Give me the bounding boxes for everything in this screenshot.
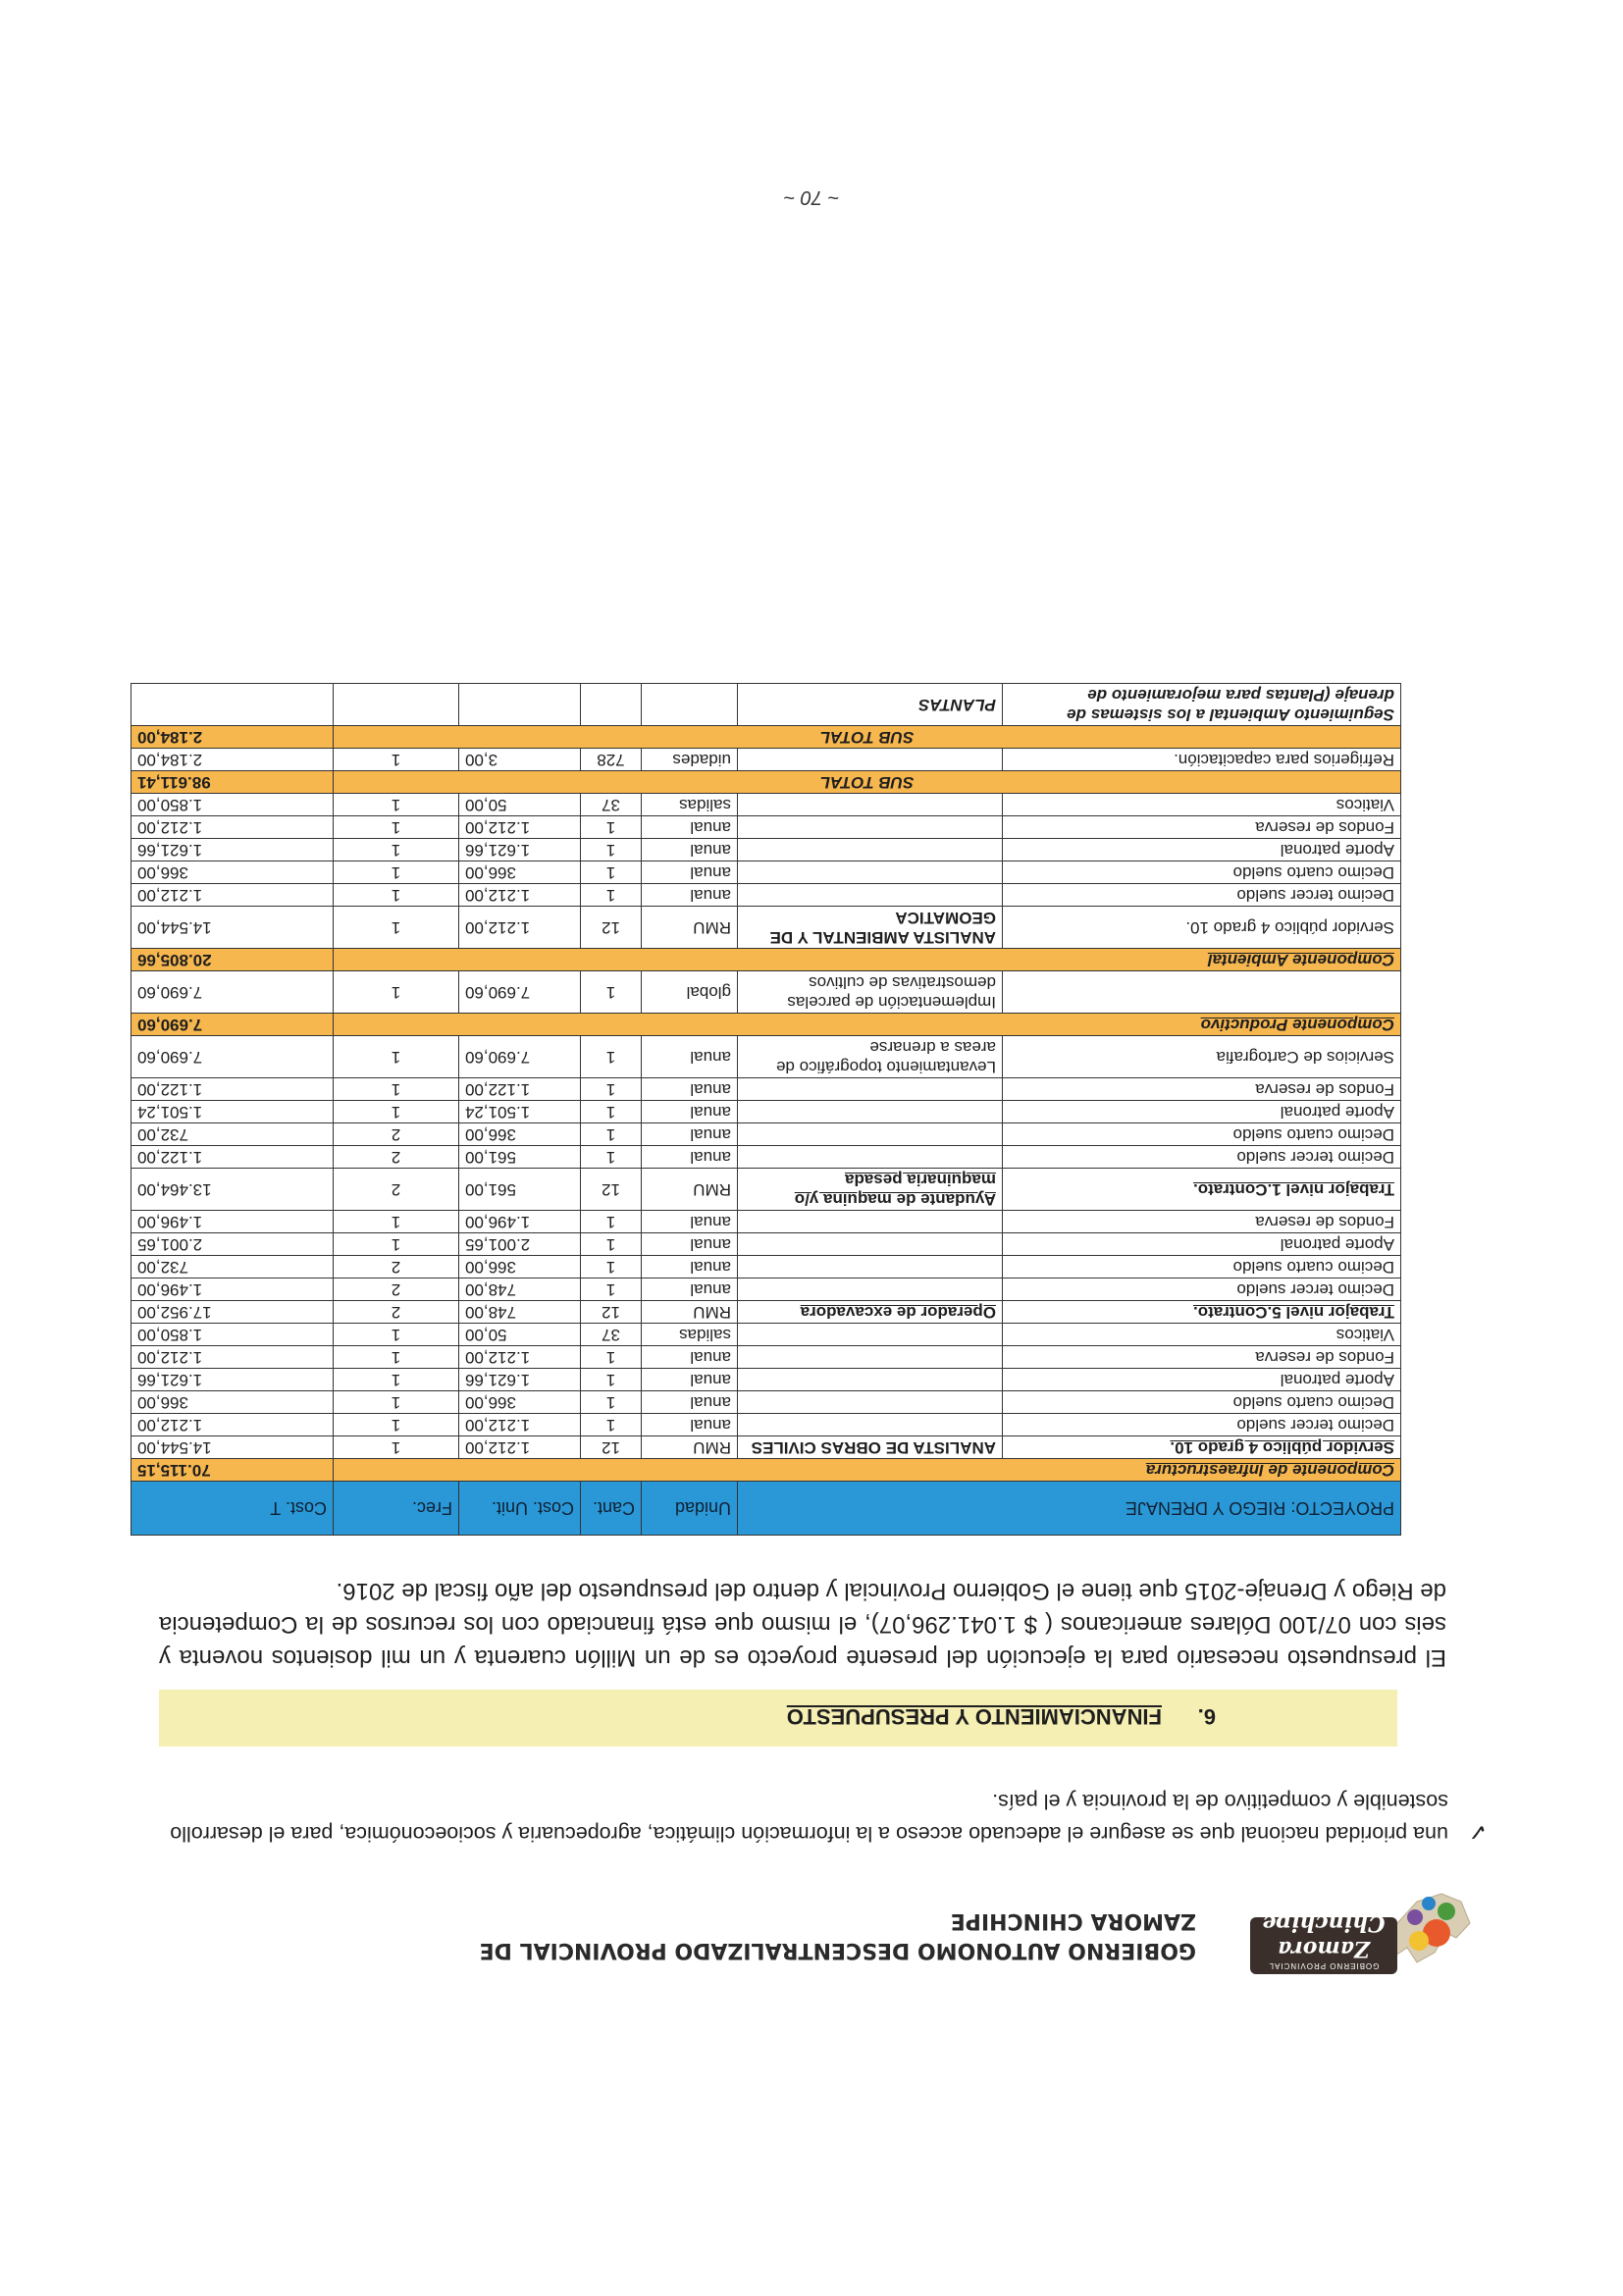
cell-unit: anual <box>641 1146 737 1169</box>
cell-freq: 1 <box>333 1101 458 1123</box>
table-row <box>131 1391 1400 1414</box>
cell-unit: anual <box>641 1369 737 1391</box>
cell-description: Decimo tercer sueldo <box>1003 1414 1401 1436</box>
cell-unit-cost: 366,00 <box>458 1123 580 1146</box>
cell-type <box>737 1233 1002 1256</box>
cell-freq: 1 <box>333 1233 458 1256</box>
cell-description: Viaticos <box>1003 1324 1401 1346</box>
cell-freq: 1 <box>333 1346 458 1369</box>
cell-description <box>1003 971 1401 1014</box>
cell-unit-cost <box>458 684 580 726</box>
cell-type <box>737 794 1002 816</box>
cell-freq: 2 <box>333 1278 458 1301</box>
header-total: Cost. T <box>131 1482 333 1536</box>
cell-freq: 1 <box>333 794 458 816</box>
cell-type <box>737 1211 1002 1233</box>
cell-qty: 1 <box>580 1146 641 1169</box>
cell-description: Decimo tercer sueldo <box>1003 1278 1401 1301</box>
table-row <box>131 1036 1400 1078</box>
cell-type <box>737 884 1002 907</box>
cell-qty: 12 <box>580 1436 641 1459</box>
cell-description: Servidor público 4 grado 10. <box>1003 907 1401 949</box>
cell-total: 1.212,00 <box>131 1346 333 1369</box>
cell-type <box>737 1278 1002 1301</box>
table-row <box>131 684 1400 726</box>
header-freq: Frec. <box>333 1482 458 1536</box>
cell-unit: anual <box>641 1078 737 1101</box>
cell-unit: anual <box>641 1123 737 1146</box>
table-row <box>131 1414 1400 1436</box>
cell-freq: 1 <box>333 1036 458 1078</box>
cell-type <box>737 1324 1002 1346</box>
checkmark-icon: ✓ <box>1467 1818 1488 1845</box>
header-unit-cost: Cost. Unit. <box>458 1482 580 1536</box>
table-row <box>131 1369 1400 1391</box>
cell-qty: 1 <box>580 1391 641 1414</box>
cell-description: Decimo tercer sueldo <box>1003 884 1401 907</box>
cell-unit-cost: 1.621,66 <box>458 1369 580 1391</box>
table-row <box>131 1123 1400 1146</box>
organization-title-line2: ZAMORA CHINCHIPE <box>950 1908 1196 1933</box>
budget-paragraph: El presupuesto necesario para la ejecución del presente proyecto es de un Millón cuarenta y un mil dosientos noventa y seis con 07/100 Dólares americanos ( $ 1.041.296,07), el mismo que está financiado con los recursos de la Competencia de Riego y Drenaje-2015 que tiene el Gobierno Provincial y dentro del presupuesto del año fiscal de 2016. <box>159 1578 1446 1671</box>
cell-type <box>737 1369 1002 1391</box>
cell-type: Ayudante de maquina y/o maquinaria pesada <box>737 1169 1002 1211</box>
cell-unit-cost: 1.501,24 <box>458 1101 580 1123</box>
cell-type <box>737 1391 1002 1414</box>
cell-unit-cost: 748,00 <box>458 1301 580 1324</box>
section-name: Componente Ambiental <box>333 949 1400 971</box>
cell-unit-cost: 7.690,60 <box>458 1036 580 1078</box>
cell-type <box>737 749 1002 771</box>
cell-description: Fondos de reserva <box>1003 1211 1401 1233</box>
cell-qty: 1 <box>580 1346 641 1369</box>
budget-table <box>131 683 1401 1536</box>
cell-total: 14.544,00 <box>131 907 333 949</box>
cell-qty: 1 <box>580 1036 641 1078</box>
cell-unit: anual <box>641 816 737 839</box>
page-number: ~ 70 ~ <box>783 186 840 208</box>
header-qty: Cant. <box>580 1482 641 1536</box>
cell-qty: 1 <box>580 816 641 839</box>
organization-title <box>293 1905 1196 1964</box>
cell-freq: 1 <box>333 971 458 1014</box>
cell-unit: global <box>641 971 737 1014</box>
cell-qty: 1 <box>580 1123 641 1146</box>
cell-unit: anual <box>641 1391 737 1414</box>
cell-type: Implementación de parcelas demostrativas de cultivos <box>737 971 1002 1014</box>
cell-freq: 1 <box>333 1391 458 1414</box>
cell-unit: anual <box>641 1256 737 1278</box>
cell-unit-cost: 1.621,66 <box>458 839 580 861</box>
table-row <box>131 884 1400 907</box>
cell-qty: 12 <box>580 907 641 949</box>
cell-type <box>737 1256 1002 1278</box>
bullet-text: una prioridad nacional que se asegure el adecuado acceso a la información climática, agropecuaria y socioeconómica, para el desarrollo sostenible y competitivo de la provincia y el país. <box>170 1790 1448 1846</box>
cell-total: 732,00 <box>131 1123 333 1146</box>
cell-type <box>737 1123 1002 1146</box>
section-total: 70.115,15 <box>131 1459 333 1482</box>
section-row <box>131 1459 1400 1482</box>
cell-qty: 728 <box>580 749 641 771</box>
table-row <box>131 749 1400 771</box>
subtotal-label: SUB TOTAL <box>333 726 1400 749</box>
cell-total: 1.621,66 <box>131 1369 333 1391</box>
logo-small-text: GOBIERNO PROVINCIAL <box>1268 1961 1380 1970</box>
table-row <box>131 861 1400 884</box>
cell-qty: 1 <box>580 884 641 907</box>
cell-description: Trabajor nivel 1.Contrato. <box>1003 1169 1401 1211</box>
cell-type <box>737 1346 1002 1369</box>
cell-unit-cost: 366,00 <box>458 1391 580 1414</box>
cell-total: 7.690,60 <box>131 1036 333 1078</box>
cell-description: Aporte patronal <box>1003 1233 1401 1256</box>
cell-description: Decimo cuarto sueldo <box>1003 1391 1401 1414</box>
section-total: 20.805,66 <box>131 949 333 971</box>
cell-total <box>131 684 333 726</box>
cell-unit: uidades <box>641 749 737 771</box>
cell-unit-cost: 1.212,00 <box>458 1414 580 1436</box>
cell-description: Viaticos <box>1003 794 1401 816</box>
cell-unit-cost: 2.001,65 <box>458 1233 580 1256</box>
cell-description: Seguimiento Ambiental a los sistemas de drenaje (Plantas para mejoramiento de <box>1003 684 1401 726</box>
cell-total: 1.621,66 <box>131 839 333 861</box>
cell-unit-cost: 1.122,00 <box>458 1078 580 1101</box>
cell-unit: anual <box>641 1101 737 1123</box>
section-title: FINANCIAMIENTO Y PRESUPUESTO <box>786 1704 1162 1729</box>
cell-qty: 12 <box>580 1169 641 1211</box>
table-row <box>131 1436 1400 1459</box>
cell-unit-cost: 1.496,00 <box>458 1211 580 1233</box>
cell-description: Decimo cuarto sueldo <box>1003 1123 1401 1146</box>
cell-total: 1.496,00 <box>131 1278 333 1301</box>
table-row <box>131 839 1400 861</box>
cell-total: 1.212,00 <box>131 816 333 839</box>
cell-unit-cost: 748,00 <box>458 1278 580 1301</box>
table-row <box>131 1169 1400 1211</box>
cell-freq: 1 <box>333 907 458 949</box>
table-row <box>131 816 1400 839</box>
cell-type <box>737 1414 1002 1436</box>
cell-freq: 1 <box>333 1324 458 1346</box>
cell-freq: 1 <box>333 1369 458 1391</box>
table-row <box>131 1211 1400 1233</box>
cell-qty: 1 <box>580 1369 641 1391</box>
cell-total: 13.464,00 <box>131 1169 333 1211</box>
cell-qty: 1 <box>580 1278 641 1301</box>
cell-type <box>737 861 1002 884</box>
cell-description: Fondos de reserva <box>1003 1078 1401 1101</box>
cell-description: Servidor público 4 grado 10. <box>1003 1436 1401 1459</box>
cell-total: 1.212,00 <box>131 884 333 907</box>
subtotal-row <box>131 771 1400 794</box>
cell-description: Decimo tercer sueldo <box>1003 1146 1401 1169</box>
cell-freq: 1 <box>333 1211 458 1233</box>
cell-unit-cost: 50,00 <box>458 794 580 816</box>
cell-qty: 1 <box>580 1211 641 1233</box>
cell-freq: 1 <box>333 816 458 839</box>
cell-type <box>737 1101 1002 1123</box>
cell-unit-cost: 1.212,00 <box>458 907 580 949</box>
cell-qty: 1 <box>580 971 641 1014</box>
cell-freq: 2 <box>333 1146 458 1169</box>
cell-type: PLANTAS <box>737 684 1002 726</box>
cell-unit: anual <box>641 884 737 907</box>
cell-description: Aporte patronal <box>1003 1101 1401 1123</box>
cell-description: Servicios de Cartografia <box>1003 1036 1401 1078</box>
cell-qty: 12 <box>580 1301 641 1324</box>
cell-description: Trabajor nivel 5.Contrato. <box>1003 1301 1401 1324</box>
table-row <box>131 907 1400 949</box>
cell-type <box>737 1146 1002 1169</box>
cell-unit-cost: 3,00 <box>458 749 580 771</box>
cell-type <box>737 816 1002 839</box>
bullet-paragraph <box>163 1785 1488 1850</box>
cell-type: Operador de excavadora <box>737 1301 1002 1324</box>
cell-type: Levantamiento topográfico de areas a drenarse <box>737 1036 1002 1078</box>
cell-unit-cost: 1.212,00 <box>458 816 580 839</box>
table-row <box>131 1324 1400 1346</box>
cell-qty: 1 <box>580 861 641 884</box>
cell-type <box>737 1078 1002 1101</box>
cell-freq: 1 <box>333 861 458 884</box>
cell-qty: 1 <box>580 839 641 861</box>
cell-type: ANALISTA DE OBRAS CIVILES <box>737 1436 1002 1459</box>
section-number: 6. <box>1197 1704 1216 1729</box>
cell-unit: anual <box>641 1278 737 1301</box>
section-row <box>131 949 1400 971</box>
table-row <box>131 1256 1400 1278</box>
cell-total: 1.850,00 <box>131 794 333 816</box>
cell-description: Fondos de reserva <box>1003 816 1401 839</box>
cell-unit-cost: 50,00 <box>458 1324 580 1346</box>
section-row <box>131 1014 1400 1036</box>
cell-total: 7.690,60 <box>131 971 333 1014</box>
cell-freq <box>333 684 458 726</box>
section-name: Componente Productivo <box>333 1014 1400 1036</box>
cell-qty: 1 <box>580 1414 641 1436</box>
cell-total: 1.212,00 <box>131 1414 333 1436</box>
cell-unit-cost: 1.212,00 <box>458 1436 580 1459</box>
cell-total: 17.952,00 <box>131 1301 333 1324</box>
table-header-row <box>131 1482 1400 1536</box>
table-row <box>131 971 1400 1014</box>
cell-type: ANALISTA AMBIENTAL Y DE GEOMATICA <box>737 907 1002 949</box>
cell-total: 366,00 <box>131 1391 333 1414</box>
section-total: 7.690,60 <box>131 1014 333 1036</box>
cell-freq: 1 <box>333 839 458 861</box>
cell-qty: 1 <box>580 1256 641 1278</box>
cell-total: 732,00 <box>131 1256 333 1278</box>
cell-unit-cost: 366,00 <box>458 1256 580 1278</box>
cell-description: Fondos de reserva <box>1003 1346 1401 1369</box>
cell-total: 1.496,00 <box>131 1211 333 1233</box>
cell-unit-cost: 366,00 <box>458 861 580 884</box>
cell-unit: anual <box>641 839 737 861</box>
cell-freq: 2 <box>333 1123 458 1146</box>
cell-unit: anual <box>641 1414 737 1436</box>
organization-title-line1: GOBIERNO AUTONOMO DESCENTRALIZADO PROVINCIAL DE <box>479 1938 1196 1962</box>
cell-type <box>737 839 1002 861</box>
cell-qty <box>580 684 641 726</box>
cell-description: Decimo cuarto sueldo <box>1003 1256 1401 1278</box>
cell-freq: 1 <box>333 884 458 907</box>
cell-unit: RMU <box>641 1436 737 1459</box>
cell-freq: 1 <box>333 1436 458 1459</box>
header-unit: Unidad <box>641 1482 737 1536</box>
cell-unit-cost: 1.212,00 <box>458 1346 580 1369</box>
section-name: Componente de Infraestructura <box>333 1459 1400 1482</box>
cell-total: 366,00 <box>131 861 333 884</box>
cell-total: 14.544,00 <box>131 1436 333 1459</box>
cell-unit: anual <box>641 861 737 884</box>
table-body <box>131 684 1400 1482</box>
subtotal-value: 98.611,41 <box>131 771 333 794</box>
subtotal-value: 2.184,00 <box>131 726 333 749</box>
cell-unit: salidas <box>641 1324 737 1346</box>
cell-description: Aporte patronal <box>1003 839 1401 861</box>
cell-qty: 37 <box>580 1324 641 1346</box>
provincial-logo-wordmark <box>1250 1910 1397 1974</box>
cell-total: 1.122,00 <box>131 1146 333 1169</box>
cell-qty: 1 <box>580 1101 641 1123</box>
page-header <box>161 1874 1476 1992</box>
cell-unit: salidas <box>641 794 737 816</box>
subtotal-row <box>131 726 1400 749</box>
cell-unit-cost: 561,00 <box>458 1146 580 1169</box>
cell-freq: 1 <box>333 1414 458 1436</box>
table-row <box>131 1278 1400 1301</box>
cell-freq: 1 <box>333 1078 458 1101</box>
cell-total: 1.501,24 <box>131 1101 333 1123</box>
table-row <box>131 1233 1400 1256</box>
cell-freq: 1 <box>333 749 458 771</box>
table-row <box>131 1346 1400 1369</box>
cell-unit-cost: 7.690,60 <box>458 971 580 1014</box>
cell-qty: 1 <box>580 1078 641 1101</box>
cell-description: Decimo cuarto sueldo <box>1003 861 1401 884</box>
table-row <box>131 1078 1400 1101</box>
header-project: PROYECTO: RIEGO Y DRENAJE <box>737 1482 1400 1536</box>
cell-qty: 1 <box>580 1233 641 1256</box>
cell-total: 2.184,00 <box>131 749 333 771</box>
section-heading <box>159 1690 1397 1747</box>
cell-unit-cost: 1.212,00 <box>458 884 580 907</box>
cell-unit: RMU <box>641 1169 737 1211</box>
cell-unit: RMU <box>641 907 737 949</box>
cell-unit: anual <box>641 1346 737 1369</box>
cell-freq: 2 <box>333 1256 458 1278</box>
cell-total: 2.001,65 <box>131 1233 333 1256</box>
table-row <box>131 1301 1400 1324</box>
cell-unit: RMU <box>641 1301 737 1324</box>
cell-description: Aporte patronal <box>1003 1369 1401 1391</box>
cell-total: 1.850,00 <box>131 1324 333 1346</box>
cell-freq: 2 <box>333 1169 458 1211</box>
cell-unit: anual <box>641 1233 737 1256</box>
cell-unit-cost: 561,00 <box>458 1169 580 1211</box>
subtotal-label: SUB TOTAL <box>333 771 1400 794</box>
cell-unit: anual <box>641 1211 737 1233</box>
cell-unit <box>641 684 737 726</box>
cell-unit: anual <box>641 1036 737 1078</box>
cell-total: 1.122,00 <box>131 1078 333 1101</box>
cell-description: Refrigerios para capacitación. <box>1003 749 1401 771</box>
cell-qty: 37 <box>580 794 641 816</box>
logo-main-text: Zamora Chinchipe <box>1262 1910 1386 1961</box>
table-row <box>131 794 1400 816</box>
table-row <box>131 1101 1400 1123</box>
cell-freq: 2 <box>333 1301 458 1324</box>
table-row <box>131 1146 1400 1169</box>
